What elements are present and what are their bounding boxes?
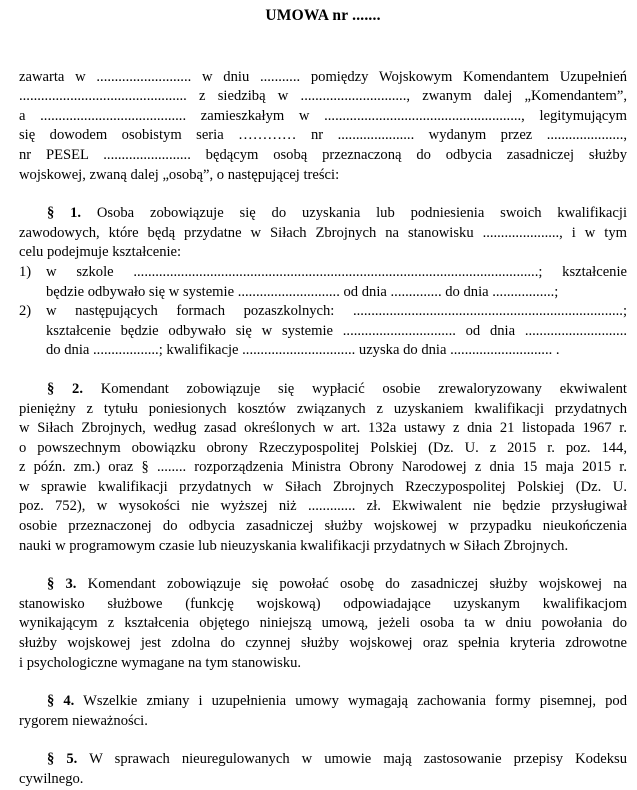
section-5-line: cywilnego.	[19, 771, 84, 787]
list-item	[19, 263, 627, 302]
intro-line: nr PESEL ........................ będącym osobą przeznaczoną do odbycia zasadniczej służby	[19, 146, 627, 163]
intro-line: wojskowej, zwaną dalej „osobą”, o następującej treści:	[19, 166, 340, 183]
section-4-line	[19, 692, 627, 712]
section-2-label: § 2.	[47, 380, 83, 397]
list-item-line: kształcenie będzie odbywało się w systemie ............................... od dnia ............................	[46, 322, 627, 339]
list-item-line: w szkole ...............................................................................................................; kształcenie	[46, 263, 627, 280]
list-item-line: w następujących formach pozaszkolnych: ..........................................................................;	[46, 303, 627, 320]
list-item-line: będzie odbywało się w systemie ............................ od dnia .............. do dnia .................;	[46, 283, 559, 300]
list-item-number: 1)	[19, 263, 32, 280]
section-4-text: Wszelkie zmiany i uzupełnienia umowy wymagają zachowania formy pisemnej, pod	[83, 693, 627, 710]
section-4-line: rygorem nieważności.	[19, 712, 148, 729]
section-3-line	[19, 575, 627, 595]
intro-line: .............................................. z siedzibą w ............................., zwanym dalej „Komendantem”,	[19, 88, 627, 105]
section-1-list	[19, 263, 627, 361]
intro-line: zawarta w .......................... w dniu ........... pomiędzy Wojskowym Komendantem Uzupełnień	[19, 68, 627, 85]
intro-line: a ........................................ zamieszkałym w ......................................................, legitymującym	[19, 107, 627, 124]
section-3-line: wynikającym z kształcenia objętego niniejszą umową, jeżeli osoba ta w dniu powołania do	[19, 615, 627, 632]
list-item-number: 2)	[19, 303, 32, 320]
section-2-line: w Siłach Zbrojnych, według zasad określonych w art. 132a ustawy z dnia 21 listopada 1967 r.	[19, 420, 627, 437]
document-title: UMOWA nr .......	[265, 7, 381, 24]
section-1-line: celu podejmuje kształcenie:	[19, 244, 182, 261]
section-3-line: i psychologiczne wymagane na tym stanowisku.	[19, 654, 302, 671]
section-2-line: osobie przeznaczonej do odbycia zasadniczej służby wojskowej w przypadku nieukończenia	[19, 518, 627, 535]
section-3-text: Komendant zobowiązuje się powołać osobę do zasadniczej służby wojskowej na	[87, 576, 627, 593]
section-2-line: poz. 752), w wysokości nie wyższej niż ............. zł. Ekwiwalent nie będzie przysługiwał	[19, 498, 627, 515]
list-item-line: do dnia ..................; kwalifikacje ............................... uzyska do dnia ............................ .	[46, 342, 560, 359]
section-2-line: o powszechnym obowiązku obrony Rzeczypospolitej Polskiej (Dz. U. z 2015 r. poz. 144,	[19, 439, 627, 456]
section-2-line: w sprawie kwalifikacji przydatnych w Siłach Zbrojnych Rzeczypospolitej Polskiej (Dz. U.	[19, 478, 627, 495]
section-4	[19, 692, 627, 731]
section-2-line: pieniężny z tytułu poniesionych kosztów związanych z uzyskaniem kwalifikacji przydatnych	[19, 400, 627, 417]
section-4-label: § 4.	[47, 693, 75, 710]
section-5-text: W sprawach nieuregulowanych w umowie mają zastosowanie przepisy Kodeksu	[89, 751, 627, 768]
section-1-text: Osoba zobowiązuje się do uzyskania lub podniesienia swoich kwalifikacji	[96, 205, 627, 222]
section-5	[19, 750, 627, 789]
intro-paragraph	[19, 68, 627, 186]
section-3	[19, 575, 627, 673]
section-3-label: § 3.	[47, 576, 77, 593]
intro-line: się dowodem osobistym seria ………… nr ..................... wydanym przez .....................,	[19, 127, 627, 144]
section-3-line: służby wojskowej jest zdolna do czynnej służby wojskowej oraz spełnia kryteria zdrowotne	[19, 635, 627, 652]
section-1-line	[19, 204, 627, 224]
section-1	[19, 204, 627, 361]
section-1-label: § 1.	[47, 205, 82, 222]
section-2-line	[19, 380, 627, 400]
section-5-label: § 5.	[47, 751, 78, 768]
section-2	[19, 380, 627, 556]
section-5-line	[19, 750, 627, 770]
section-2-line: nauki w programowym czasie lub nieuzyskania kwalifikacji przydatnych w Siłach Zbrojnych.	[19, 537, 569, 554]
section-2-line: z późn. zm.) oraz § ........ rozporządzenia Ministra Obrony Narodowej z dnia 15 maja 2015 r.	[19, 459, 627, 476]
list-item	[19, 302, 627, 361]
section-2-text: Komendant zobowiązuje się wypłacić osobie zrewaloryzowany ekwiwalent	[100, 380, 627, 397]
section-1-line: zawodowych, które będą przydatne w Siłach Zbrojnych na stanowisku ....................., i w tym	[19, 224, 627, 241]
section-3-line: stanowisko służbowe (funkcję wojskową) odpowiadające uzyskanym kwalifikacjom	[19, 595, 627, 612]
